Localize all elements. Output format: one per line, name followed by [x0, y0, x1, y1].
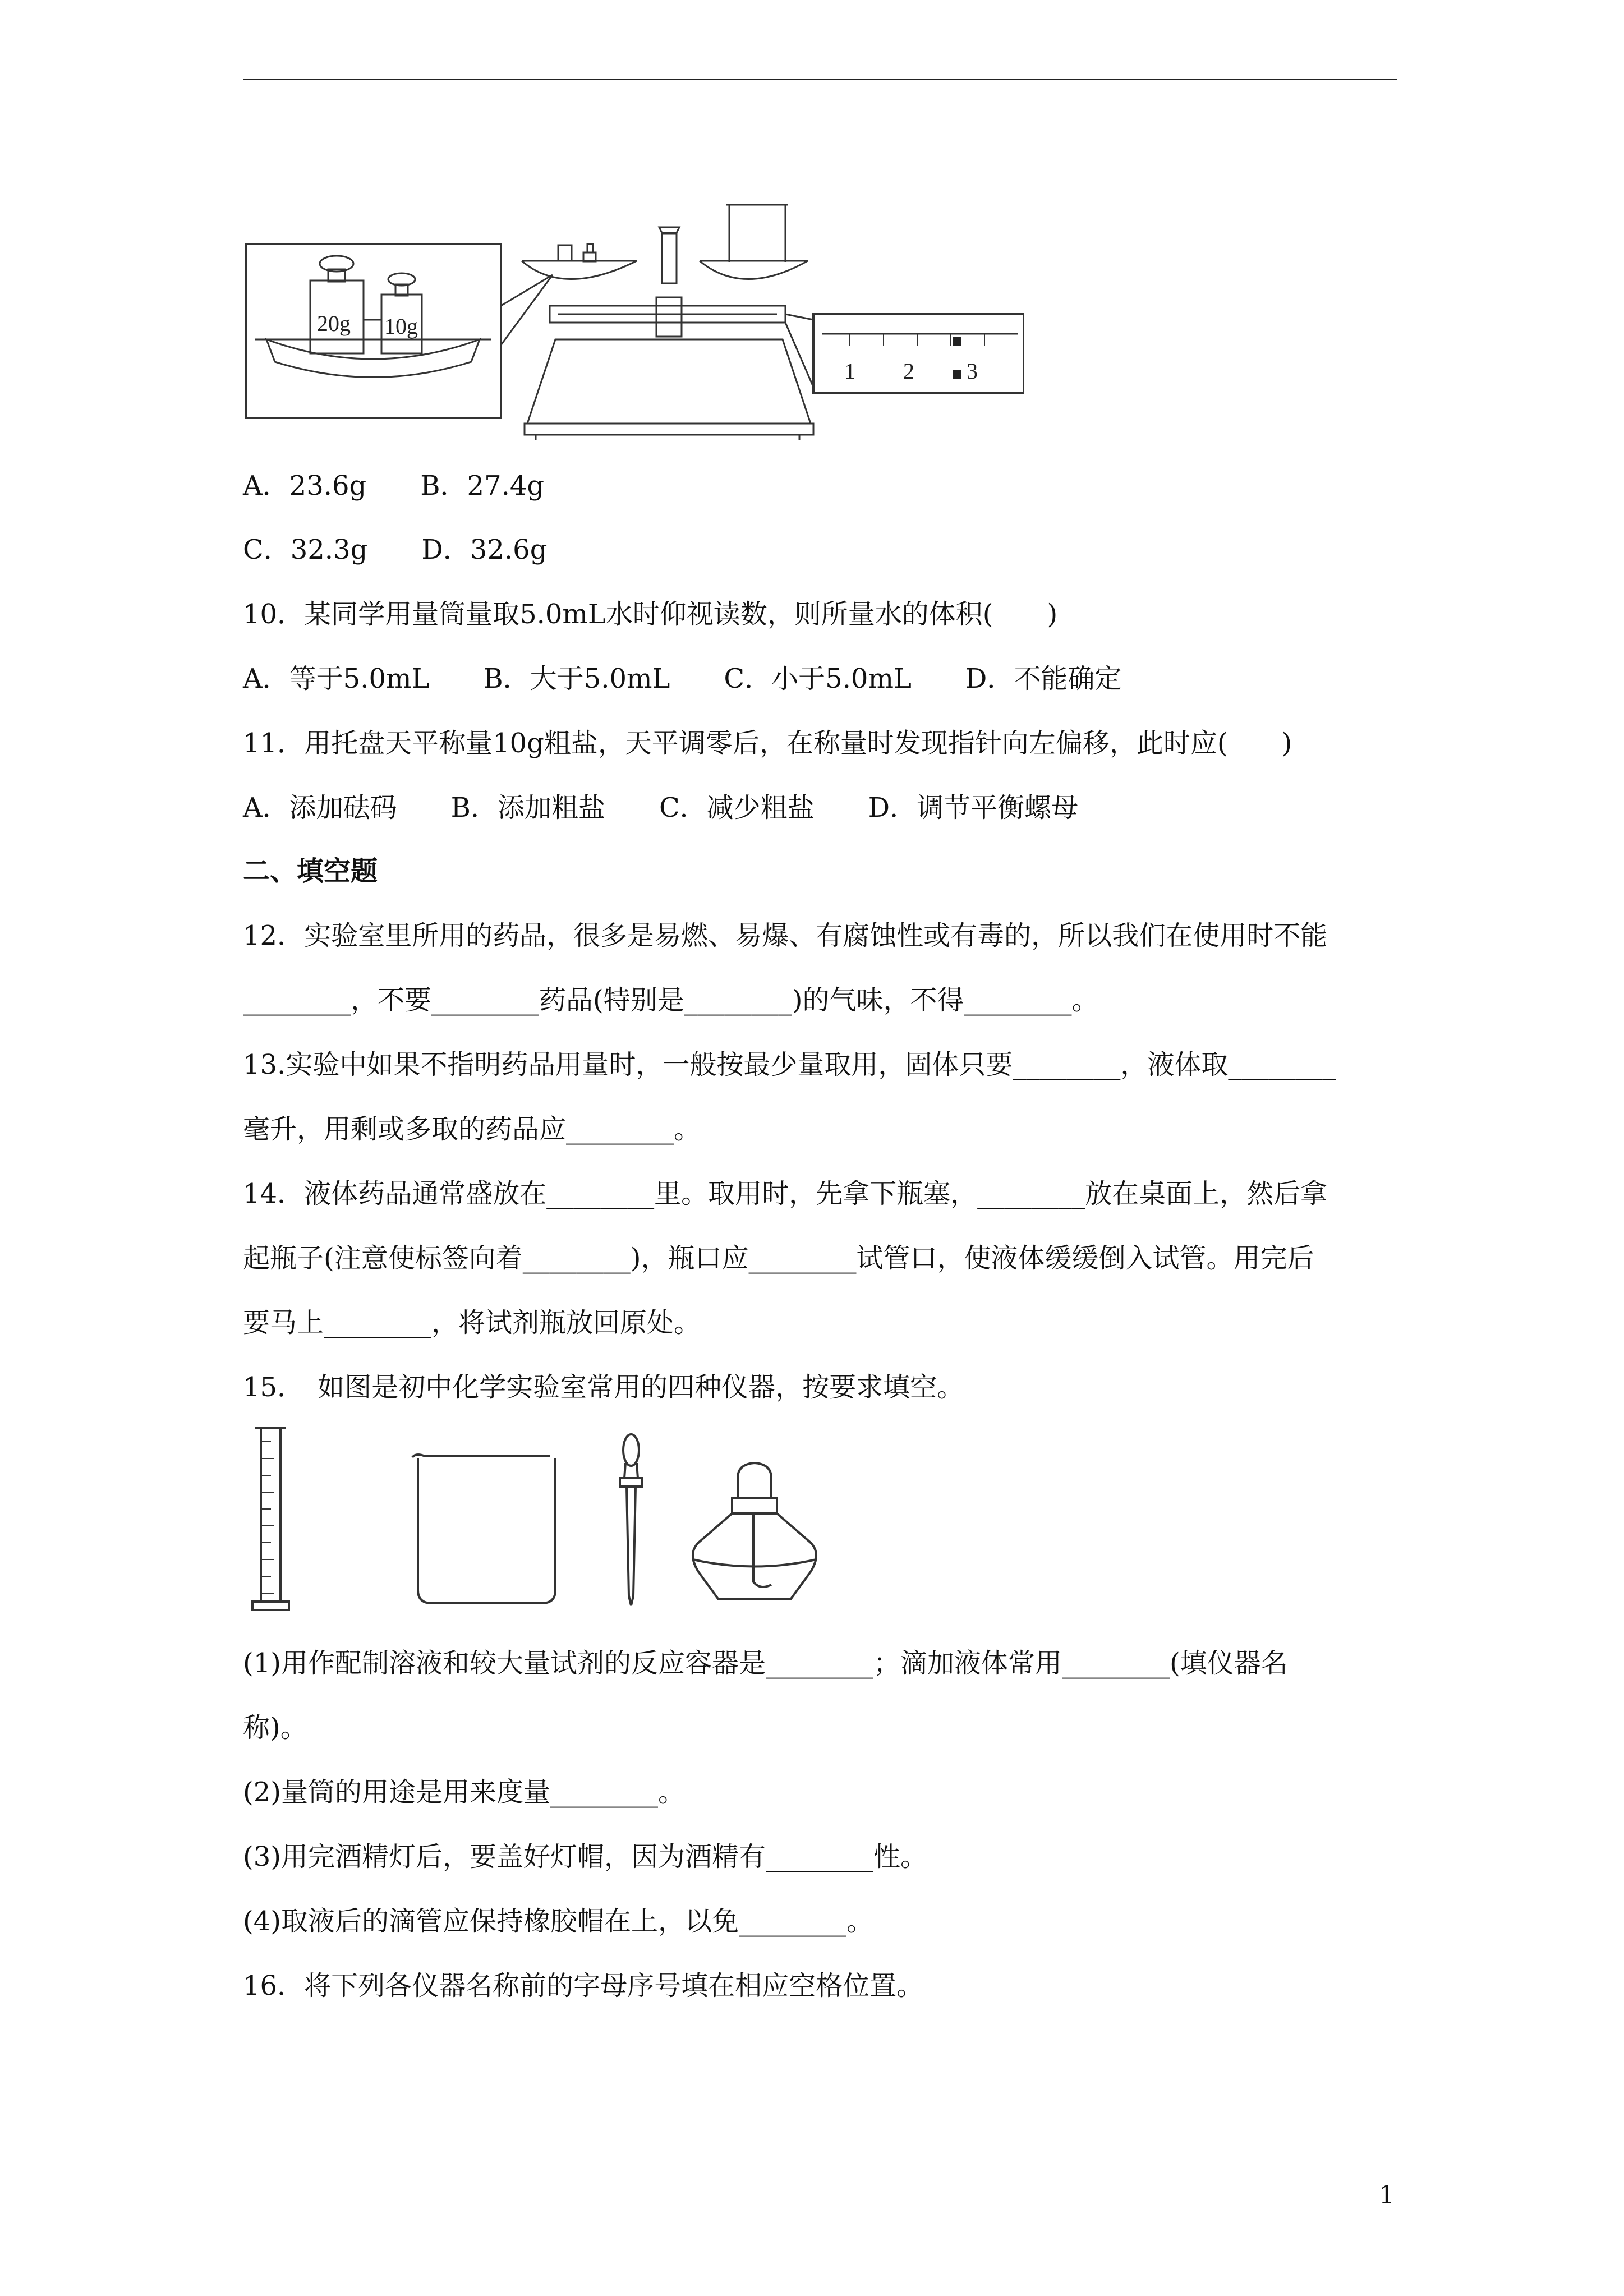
instruments-figure — [250, 1425, 867, 1616]
q15-stem: 15． 如图是初中化学实验室常用的四种仪器，按要求填空。 — [243, 1372, 964, 1403]
q15-sub1-line2: 称)。 — [243, 1712, 307, 1743]
inset-pan — [266, 339, 480, 378]
q12-line2: ________，不要________药品(特别是________)的气味，不得________。 — [243, 984, 1099, 1016]
q9-options-row1: A．23.6g B．27.4g — [243, 470, 545, 501]
dropper — [620, 1434, 642, 1605]
weights-inset-box — [246, 244, 501, 418]
q16-stem: 16．将下列各仪器名称前的字母序号填在相应空格位置。 — [243, 1970, 924, 2001]
q14-line1: 14．液体药品通常盛放在________里。取用时，先拿下瓶塞，________放在桌面上，然后拿 — [243, 1178, 1328, 1209]
weight-10g-label: 10g — [384, 314, 418, 339]
q13-line1: 13.实验中如果不指明药品用量时，一般按最少量取用，固体只要________，液体取________ — [243, 1049, 1336, 1080]
scale-label-3: 3 — [967, 358, 978, 384]
balance-base — [527, 339, 811, 424]
q15-sub2: (2)量筒的用途是用来度量________。 — [243, 1777, 685, 1808]
header-rule — [243, 79, 1397, 80]
q15-sub3: (3)用完酒精灯后，要盖好灯帽，因为酒精有________性。 — [243, 1841, 927, 1872]
q11-stem: 11．用托盘天平称量10g粗盐，天平调零后，在称量时发现指针向左偏移，此时应( ) — [243, 728, 1292, 759]
balance-figure — [244, 199, 1024, 446]
section-title-fill-in: 二、填空题 — [243, 855, 378, 887]
q14-line2: 起瓶子(注意使标签向着________)，瓶口应________试管口，使液体缓缓倒入试管。用完后 — [243, 1243, 1314, 1274]
scale-label-2: 2 — [903, 358, 914, 384]
q11-options: A．添加砝码 B．添加粗盐 C．减少粗盐 D．调节平衡螺母 — [243, 792, 1079, 823]
graduated-cylinder — [252, 1428, 289, 1610]
page-number: 1 — [1379, 2181, 1395, 2210]
weight-20g-label: 20g — [317, 311, 351, 336]
q12-line1: 12．实验室里所用的药品，很多是易燃、易爆、有腐蚀性或有毒的，所以我们在使用时不能 — [243, 920, 1328, 951]
scale-label-1: 1 — [844, 358, 855, 384]
q15-sub1-line1: (1)用作配制溶液和较大量试剂的反应容器是________；滴加液体常用________(填仪器名 — [243, 1648, 1288, 1679]
q14-line3: 要马上________，将试剂瓶放回原处。 — [243, 1307, 701, 1338]
alcohol-lamp — [693, 1463, 816, 1599]
q13-line2: 毫升，用剩或多取的药品应________。 — [243, 1114, 701, 1145]
beaker — [412, 1455, 555, 1603]
q10-stem: 10．某同学用量筒量取5.0mL水时仰视读数，则所量水的体积( ) — [243, 599, 1058, 630]
q15-sub4: (4)取液后的滴管应保持橡胶帽在上，以免________。 — [243, 1906, 873, 1937]
q10-options: A．等于5.0mL B．大于5.0mL C．小于5.0mL D．不能确定 — [243, 663, 1122, 694]
q9-options-row2: C．32.3g D．32.6g — [243, 534, 548, 565]
